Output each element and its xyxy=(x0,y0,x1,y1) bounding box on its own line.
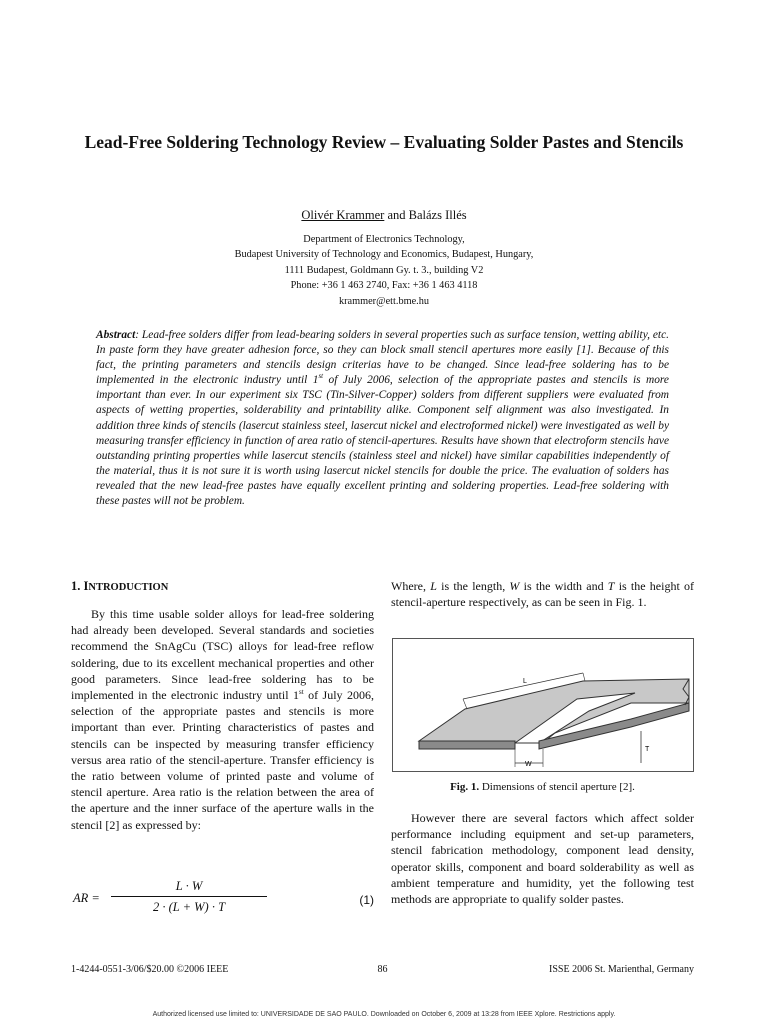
figure-label: Fig. 1. xyxy=(450,781,480,793)
paragraph-text: is the height of stencil-aperture respectively, as can be seen in Fig. 1. xyxy=(391,579,694,610)
figure-caption-text: Dimensions of stencil aperture [2]. xyxy=(479,781,635,793)
affiliation-line: Department of Electronics Technology, xyxy=(303,234,465,245)
affiliation-line: Phone: +36 1 463 2740, Fax: +36 1 463 4118 xyxy=(290,280,478,292)
affiliation-block xyxy=(0,232,768,309)
affiliation-line: 1111 Budapest, Goldmann Gy. t. 3., building V2 xyxy=(284,264,484,276)
footer-conference: ISSE 2006 St. Marienthal, Germany xyxy=(549,964,694,975)
equation-fraction xyxy=(111,878,267,915)
factors-paragraph: However there are several factors which affect solder performance including equipment and set-up parameters, stencil fabrication methodology, component lead density, operator skills, component and board solderability as well as ambient temperature and humidity, yet the following test methods are appropriate to qualify solder pastes. xyxy=(391,811,694,907)
abstract-label: Abstract xyxy=(96,329,136,341)
dimension-label-t: T xyxy=(645,746,650,753)
left-column xyxy=(71,578,374,833)
variable-t: T xyxy=(607,579,615,593)
definition-paragraph xyxy=(391,578,694,610)
paragraph-text: of July 2006, selection of the appropriate pastes and stencils is more important than ever. Printing characteristics of pastes and stencils can be inspected by measuring transfer efficiency versus area ratio of the stencil-aperture. Transfer efficiency is the ratio between volume of printed paste and volume of stencil aperture. Area ratio is the relation between the area of the aperture and the inner surface of the aperture walls in the stencil [2] as expressed by: xyxy=(71,688,375,832)
right-column-continued xyxy=(391,810,694,907)
section-title: NTRODUCTION xyxy=(88,582,169,593)
abstract-text: : Lead-free solders differ from lead-bearing solders in several properties such as surface tension, wetting ability, etc. In paste form they have greater adhesion force, so they can block small stencil apertures more easily [1]. Because of this fact, the printing parameters and stencils design criterias have to be changed. Since lead-free soldering has to be implemented in the electronic industry until 1 xyxy=(96,329,669,387)
stencil-aperture-diagram xyxy=(393,639,693,771)
author-name: Olivér Krammer xyxy=(301,208,385,222)
stencil-plate-edge-left xyxy=(419,741,515,749)
equation-lhs: AR = xyxy=(73,891,100,905)
length-extension-line xyxy=(583,673,585,681)
author-name: Balázs Illés xyxy=(408,208,467,222)
section-number: 1. I xyxy=(71,579,89,593)
fraction-bar xyxy=(111,896,267,897)
paragraph-text: By this time usable solder alloys for lead-free soldering had already been developed. Several standards and societies recommend the SnAgCu (TSC) alloys for lead-free reflow soldering, due to its excellent mechanical properties and other good parameters. Since lead-free soldering has to be implemented in the electronic industry until 1 xyxy=(71,607,374,703)
license-notice: Authorized licensed use limited to: UNIVERSIDADE DE SAO PAULO. Downloaded on October 6, 2009 at 13:28 from IEEE Xplore. Restrictions apply. xyxy=(152,1011,616,1018)
abstract-superscript: st xyxy=(318,372,324,381)
length-extension-line xyxy=(463,699,467,709)
equation-1 xyxy=(71,878,374,922)
equation-number: (1) xyxy=(359,893,374,907)
author-separator: and xyxy=(384,208,409,222)
dimension-label-l: L xyxy=(523,678,527,685)
paragraph-text: is the width and xyxy=(519,579,608,593)
abstract-text: of July 2006, selection of the appropriate pastes and stencils is more important than ever. In our experiment six TSC (Tin-Silver-Copper) solders from different suppliers were evaluated from aspects of wetting properties, solderability and printability alike. Component self alignment was also investigated. In addition three kinds of stencils (lasercut stainless steel, lasercut nickel and electroformed nickel) were investigated as well by measuring transfer efficiency in function of area ratio of stencil-apertures. Results have shown that electroform stencils have outstanding printing properties while lasercut stencils (stainless steel and nickel) have similar capabilities independently of the material, thus it is not sure it is worth using lasercut nickel stencils for double the price. The evaluation of solders has revealed that the new lead-free pastes have equally excellent printing and soldering properties. Lead-free soldering with these pastes will not be problem. xyxy=(96,374,669,508)
page-number: 86 xyxy=(377,964,388,975)
footer-copyright: 1-4244-0551-3/06/$20.00 ©2006 IEEE xyxy=(71,964,229,975)
figure-1-stencil-aperture xyxy=(392,638,694,772)
intro-paragraph xyxy=(71,606,374,833)
paragraph-text: Where, xyxy=(391,579,431,593)
variable-w: W xyxy=(509,579,520,593)
figure-caption xyxy=(391,781,694,793)
paragraph-text: is the length, xyxy=(436,579,510,593)
equation-denominator: 2 · (L + W) · T xyxy=(152,900,226,914)
section-heading xyxy=(71,578,374,596)
paragraph-superscript: st xyxy=(298,688,304,697)
equation-numerator: L · W xyxy=(175,879,203,893)
author-email: krammer@ett.bme.hu xyxy=(338,295,430,307)
dimension-label-w: W xyxy=(525,761,532,768)
affiliation-line: Budapest University of Technology and Economics, Budapest, Hungary, xyxy=(234,249,534,261)
abstract xyxy=(96,328,669,509)
right-column xyxy=(391,578,694,610)
variable-l: L xyxy=(430,579,437,593)
author-list xyxy=(0,208,768,223)
paper-title: Lead-Free Soldering Technology Review – Evaluating Solder Pastes and Stencils xyxy=(84,132,684,152)
